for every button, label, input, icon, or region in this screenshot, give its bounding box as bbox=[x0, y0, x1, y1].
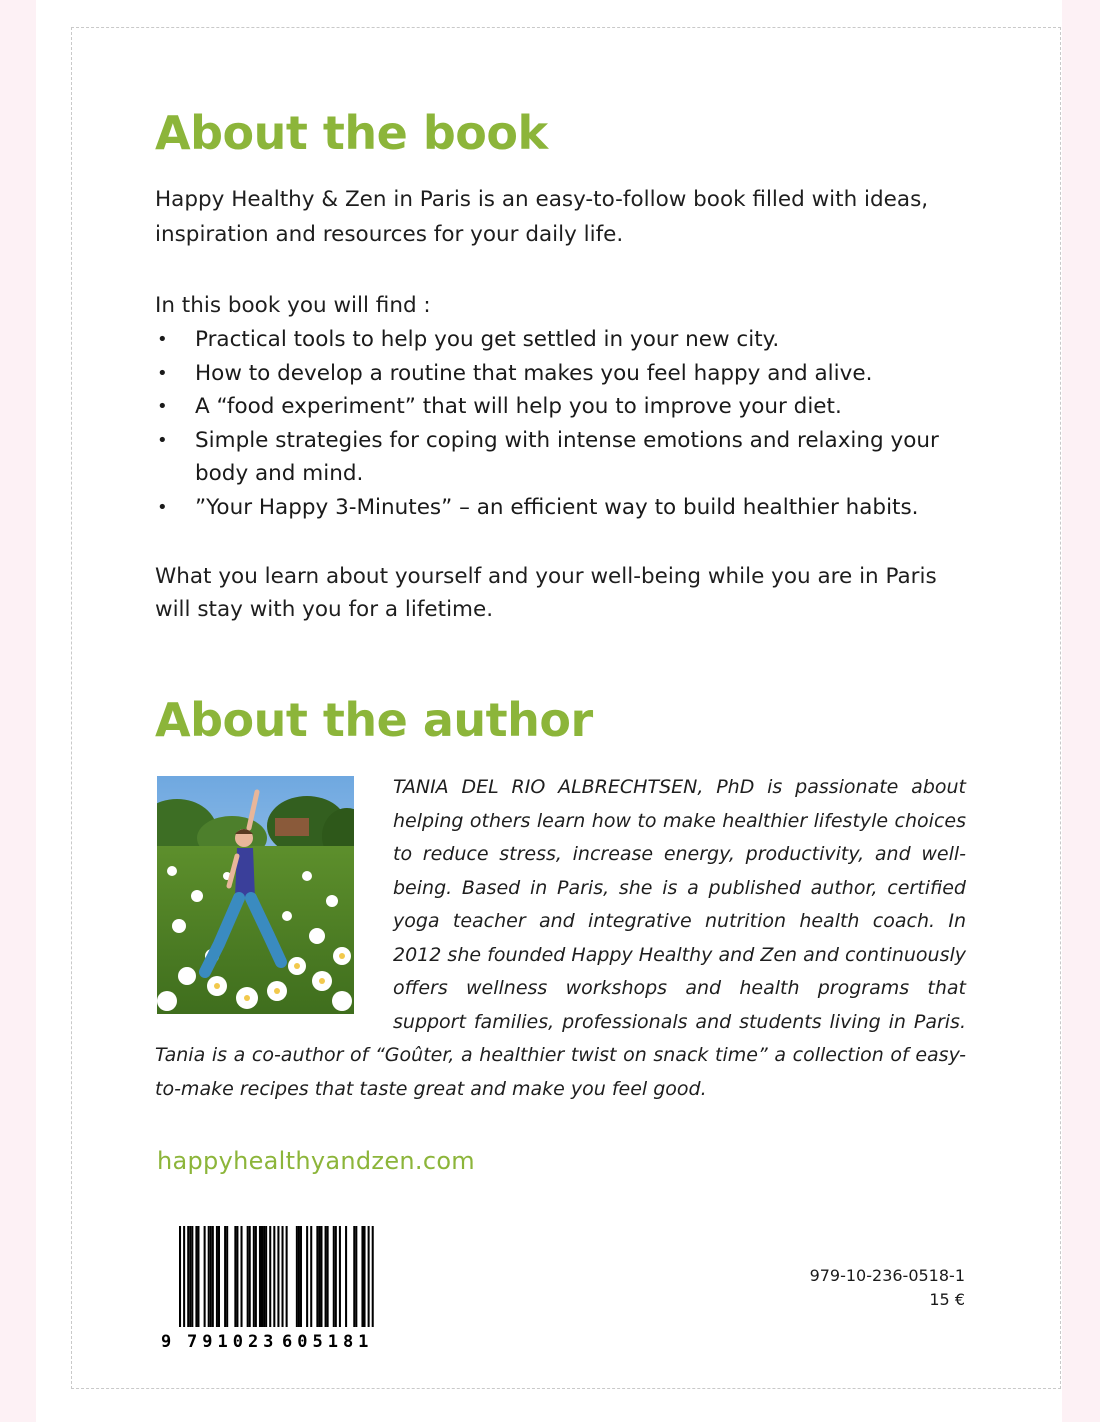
barcode-bar bbox=[269, 1226, 271, 1327]
barcode-bar bbox=[310, 1226, 312, 1327]
barcode-bar bbox=[318, 1226, 320, 1327]
about-book-intro: Happy Healthy & Zen in Paris is an easy-to-follow book filled with ideas, inspiration and resources for your daily life. bbox=[155, 187, 929, 247]
barcode-bar bbox=[345, 1226, 347, 1327]
barcode-bar bbox=[224, 1226, 226, 1327]
barcode-bar bbox=[197, 1226, 199, 1327]
barcode-bar bbox=[339, 1226, 341, 1327]
barcode-bar bbox=[286, 1226, 288, 1327]
price: 15 € bbox=[929, 1290, 965, 1309]
barcode-bar bbox=[212, 1226, 214, 1327]
barcode-bar bbox=[320, 1226, 322, 1327]
barcode-right-digits: 605181 bbox=[282, 1332, 374, 1351]
barcode-bar bbox=[265, 1226, 267, 1327]
barcode-bar bbox=[191, 1226, 193, 1327]
barcode-bar bbox=[253, 1226, 255, 1327]
barcode bbox=[157, 1226, 385, 1351]
barcode-bar bbox=[282, 1226, 284, 1327]
barcode-bar bbox=[333, 1226, 335, 1327]
website-link[interactable]: happyhealthyandzen.com bbox=[157, 1147, 475, 1175]
barcode-bar bbox=[263, 1226, 265, 1327]
barcode-bar bbox=[234, 1226, 236, 1327]
barcode-bar bbox=[355, 1226, 357, 1327]
list-item: • A “food experiment” that will help you to improve your diet. bbox=[155, 390, 967, 424]
barcode-bar bbox=[208, 1226, 210, 1327]
about-author-heading: About the author bbox=[155, 693, 593, 747]
barcode-bar bbox=[296, 1226, 298, 1327]
bullet-icon: • bbox=[157, 429, 168, 451]
barcode-bar bbox=[298, 1226, 300, 1327]
barcode-bar bbox=[306, 1226, 308, 1327]
barcode-bar bbox=[259, 1226, 261, 1327]
about-book-closing: What you learn about yourself and your well-being while you are in Paris will stay with you for a lifetime. bbox=[155, 564, 937, 622]
barcode-bar bbox=[300, 1226, 302, 1327]
barcode-left-digits: 791023 bbox=[187, 1332, 279, 1351]
bullet-icon: • bbox=[157, 362, 168, 384]
barcode-bar bbox=[195, 1226, 197, 1327]
barcode-bar bbox=[255, 1226, 257, 1327]
barcode-bar bbox=[241, 1226, 243, 1327]
author-bio-block bbox=[155, 771, 966, 1106]
photo-wrap-space bbox=[155, 771, 393, 1021]
barcode-bar bbox=[261, 1226, 263, 1327]
barcode-bar bbox=[247, 1226, 249, 1327]
bullet-icon: • bbox=[157, 329, 168, 350]
barcode-bar bbox=[187, 1226, 189, 1327]
list-intro: In this book you will find : bbox=[155, 293, 431, 318]
list-item: • How to develop a routine that makes you feel happy and alive. bbox=[155, 357, 967, 391]
feature-list bbox=[155, 323, 967, 524]
barcode-bar bbox=[353, 1226, 355, 1327]
barcode-bar bbox=[361, 1226, 363, 1327]
barcode-bar bbox=[316, 1226, 318, 1327]
barcode-bar bbox=[204, 1226, 206, 1327]
author-bio: TANIA DEL RIO ALBRECHTSEN, PhD is passionate about helping others learn how to make healthier lifestyle choices to reduce stress, increase energy, productivity, and well-being. Based in Paris, she is a published author, certified yoga teacher and integrative nutrition health coach. In 2012 she founded Happy Healthy and Zen and continuously offers wellness workshops and health programs that support families, professionals and students living in Paris. Tania is a co-author of “Goûter, a healthier twist on snack time” a collection of easy-to-make recipes that taste great and make you feel good. bbox=[155, 776, 966, 1100]
barcode-first-digit: 9 bbox=[161, 1332, 172, 1351]
barcode-bar bbox=[236, 1226, 238, 1327]
barcode-bar bbox=[218, 1226, 220, 1327]
barcode-bar bbox=[249, 1226, 251, 1327]
isbn-number: 979-10-236-0518-1 bbox=[809, 1266, 965, 1285]
bullet-icon: • bbox=[157, 496, 168, 518]
barcode-bar bbox=[216, 1226, 218, 1327]
barcode-bar bbox=[327, 1226, 329, 1327]
list-item: • Simple strategies for coping with intense emotions and relaxing your body and mind. bbox=[155, 424, 967, 491]
about-book-heading: About the book bbox=[155, 106, 548, 160]
list-item: • ”Your Happy 3-Minutes” – an efficient way to build healthier habits. bbox=[155, 491, 967, 525]
barcode-bar bbox=[210, 1226, 212, 1327]
list-item: • Practical tools to help you get settled in your new city. bbox=[155, 323, 967, 357]
barcode-bar bbox=[189, 1226, 191, 1327]
barcode-bar bbox=[364, 1226, 366, 1327]
bullet-icon: • bbox=[157, 396, 168, 417]
barcode-bar bbox=[325, 1226, 327, 1327]
isbn-price-block bbox=[810, 1264, 965, 1312]
barcode-bar bbox=[335, 1226, 337, 1327]
barcode-bar bbox=[226, 1226, 228, 1327]
